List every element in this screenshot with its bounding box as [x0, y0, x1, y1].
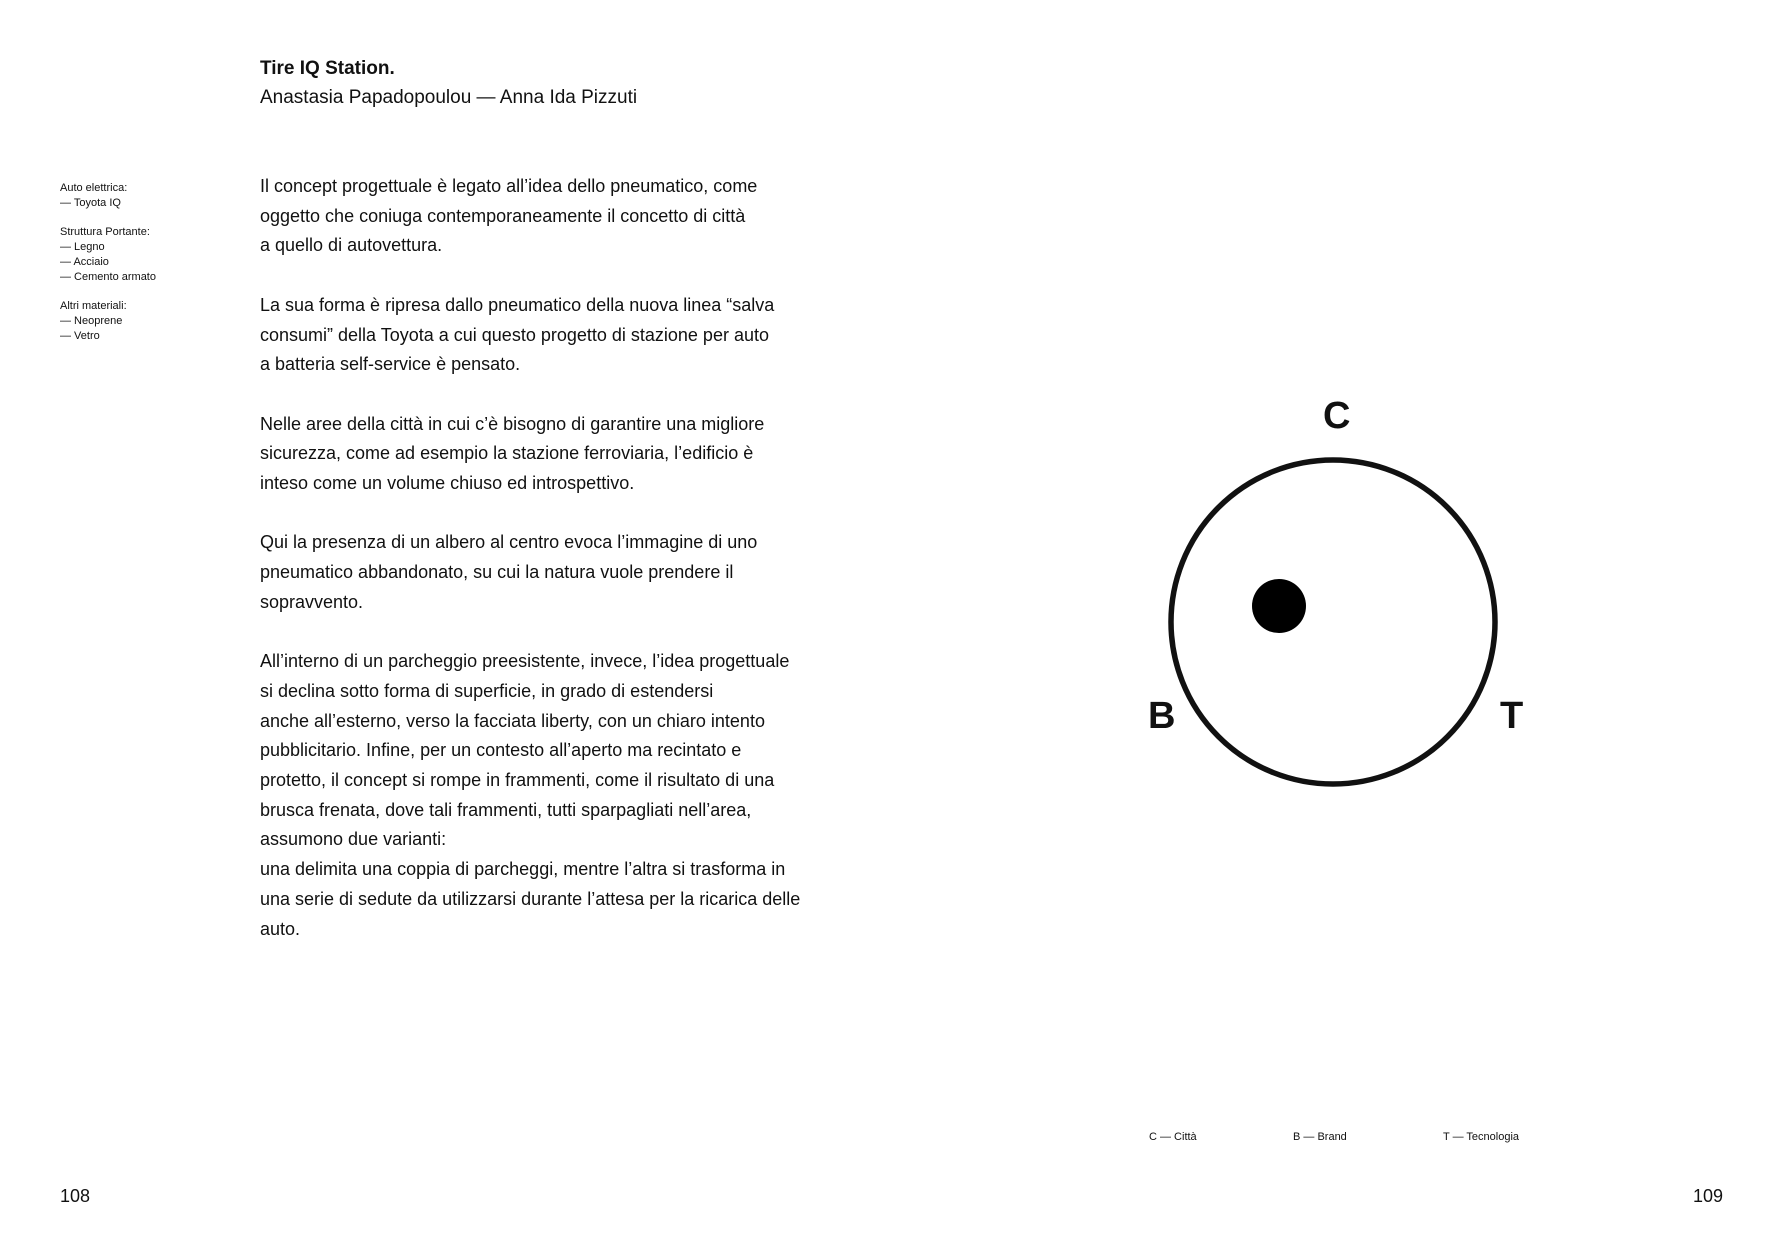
legend-brand: B — Brand [1293, 1131, 1347, 1143]
spec-group-struttura [60, 225, 250, 285]
specs-sidebar [60, 181, 250, 358]
paragraph [260, 528, 860, 617]
page-number-left: 108 [60, 1186, 91, 1206]
tire-circle [1171, 460, 1495, 784]
text-line: a batteria self-service è pensato. [260, 354, 521, 375]
spec-item: — Cemento armato [60, 271, 156, 283]
position-dot [1252, 579, 1306, 633]
text-line: una serie di sedute da utilizzarsi durante l’attesa per la ricarica delle [260, 888, 801, 909]
text-line: La sua forma è ripresa dallo pneumatico della nuova linea “salva [260, 294, 775, 315]
text-line: brusca frenata, dove tali frammenti, tutti sparpagliati nell’area, [260, 799, 752, 820]
spec-item: — Neoprene [60, 315, 123, 327]
text-line: auto. [260, 918, 301, 939]
text-line: Nelle aree della città in cui c’è bisogno di garantire una migliore [260, 413, 765, 434]
text-line: consumi” della Toyota a cui questo progetto di stazione per auto [260, 324, 769, 345]
text-line: Il concept progettuale è legato all’idea dello pneumatico, come [260, 176, 758, 196]
paragraph [260, 172, 860, 261]
spec-item: — Vetro [60, 330, 100, 342]
legend-tecnologia: T — Tecnologia [1443, 1131, 1520, 1143]
text-line: All’interno di un parcheggio preesistente, invece, l’idea progettuale [260, 651, 790, 672]
project-title: Tire IQ Station. [260, 58, 395, 79]
project-authors: Anastasia Papadopoulou — Anna Ida Pizzuti [260, 87, 638, 108]
text-line: assumono due varianti: [260, 829, 447, 850]
text-line: a quello di autovettura. [260, 235, 443, 256]
legend-citta: C — Città [1149, 1131, 1197, 1143]
spec-item: — Toyota IQ [60, 197, 121, 209]
body-text [260, 172, 860, 974]
text-line: oggetto che coniuga contemporaneamente il concetto di città [260, 205, 746, 226]
spec-label: Altri materiali: [60, 300, 127, 312]
text-line: inteso come un volume chiuso ed introspettivo. [260, 473, 635, 493]
cbt-diagram [1130, 390, 1550, 810]
text-line: una delimita una coppia di parcheggi, mentre l’altra si trasforma in [260, 859, 786, 880]
axis-label-brand: B [1148, 695, 1176, 737]
spec-group-auto [60, 181, 250, 211]
page-number-right: 109 [1692, 1186, 1723, 1206]
paragraph [260, 647, 860, 944]
text-line: Qui la presenza di un albero al centro evoca l’immagine di uno [260, 532, 758, 553]
spec-label: Auto elettrica: [60, 182, 128, 194]
text-line: si declina sotto forma di superficie, in grado di estendersi [260, 680, 714, 701]
text-line: pubblicitario. Infine, per un contesto all’aperto ma recintato e [260, 740, 742, 761]
text-line: sicurezza, come ad esempio la stazione ferroviaria, l’edificio è [260, 443, 754, 464]
text-line: anche all’esterno, verso la facciata liberty, con un chiaro intento [260, 710, 765, 731]
spec-item: — Legno [60, 241, 105, 253]
text-line: pneumatico abbandonato, su cui la natura vuole prendere il [260, 562, 734, 583]
spec-label: Struttura Portante: [60, 226, 150, 238]
text-line: sopravvento. [260, 591, 364, 612]
paragraph [260, 410, 860, 499]
spec-group-materiali [60, 299, 250, 344]
axis-label-tecnologia: T [1500, 695, 1524, 737]
diagram-svg [1130, 390, 1550, 810]
paragraph [260, 291, 860, 380]
spec-item: — Acciaio [60, 256, 109, 268]
axis-label-citta: C [1323, 395, 1351, 437]
text-line: protetto, il concept si rompe in frammenti, come il risultato di una [260, 770, 775, 790]
